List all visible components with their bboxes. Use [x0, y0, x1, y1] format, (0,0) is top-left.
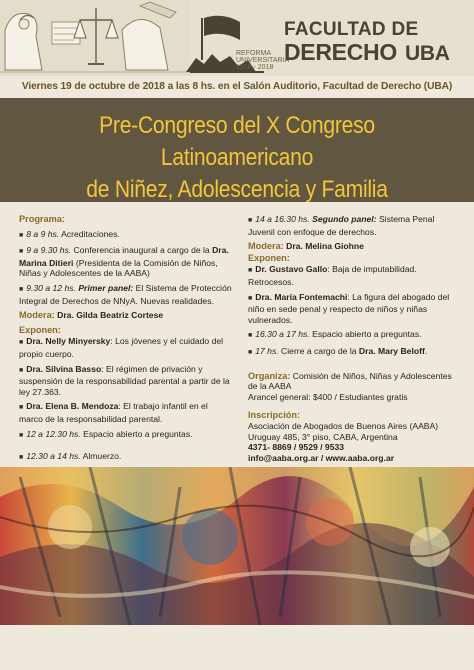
header — [0, 0, 474, 76]
event-date-line: Viernes 19 de octubre de 2018 a las 8 hs. en el Salón Auditorio, Facultad de Derecho (UBA) — [21, 81, 453, 92]
square-bullet-icon: ■ — [248, 267, 253, 275]
event-title: Pre-Congreso del X Congreso Latinoamericano de Niñez, Adolescencia y Familia — [86, 112, 388, 203]
arancel-line: Arancel general: $400 / Estudiantes gratis — [248, 391, 408, 402]
speaker-item: ■ Dra. María Fontemachi: La figura del abogado del niño en sede penal y respecto de niños y niñas vulnerados. — [248, 291, 450, 325]
speaker-item: ■ Dra. Nelly Minyersky: Los jóvenes y el cuidado del propio cuerpo. — [19, 336, 224, 359]
modera-line: Modera: Dra. Melina Giohne — [248, 241, 364, 252]
program-item: ■ 16.30 a 17 hs. Espacio abierto a preguntas. — [248, 329, 460, 342]
square-bullet-icon: ■ — [248, 348, 253, 356]
modera-line: Modera: Dra. Gilda Beatriz Cortese — [19, 310, 164, 321]
square-bullet-icon: ■ — [19, 231, 24, 239]
square-bullet-icon: ■ — [19, 285, 24, 293]
program-item: ■ 12 a 12.30 hs. Espacio abierto a preguntas. — [19, 429, 233, 442]
speaker-item: ■ Dra. Elena B. Mendoza: El trabajo infantil en el marco de la responsabilidad parental. — [19, 401, 208, 424]
program-left-column — [19, 214, 233, 468]
speaker-item: ■ Dra. Silvina Basso: El régimen de privación y suspensión de la responsabilidad parental a partir de la ley 27.363. — [19, 363, 230, 397]
reforma-text: REFORMA UNIVERSITARIA 1918 - 2018 — [236, 50, 290, 71]
contact-web[interactable]: info@aaba.org.ar / www.aaba.org.ar — [248, 452, 395, 463]
program-item: ■ 14 a 16.30 hs. Segundo panel: Sistema Penal Juvenil con enfoque de derechos. — [248, 214, 435, 237]
program-item: ■ 17 hs. Cierre a cargo de la Dra. Mary Beloff. — [248, 346, 460, 359]
square-bullet-icon: ■ — [19, 366, 24, 374]
exponen-heading: Exponen: — [248, 252, 290, 263]
abstract-painting-image — [0, 467, 474, 625]
organiza-line: Organiza: Comisión de Niños, Niñas y Adolescentes de la AABA — [248, 370, 452, 392]
program-item: ■ 9 a 9.30 hs. Conferencia inaugural a cargo de la Dra. Marina Ditieri (Presidenta de la Comisión de Niños, Niñas y Adolescentes de la AABA) — [19, 245, 229, 279]
faculty-name-line2: DERECHO UBA — [284, 39, 450, 65]
square-bullet-icon: ■ — [248, 294, 253, 302]
program-item: ■ 12.30 a 14 hs. Almuerzo. — [19, 451, 233, 464]
square-bullet-icon: ■ — [19, 431, 24, 439]
square-bullet-icon: ■ — [248, 332, 253, 340]
square-bullet-icon: ■ — [19, 404, 24, 412]
bottom-margin — [0, 625, 474, 670]
program-item: ■ 8 a 9 hs. Acreditaciones. — [19, 229, 233, 242]
inscripcion-heading: Inscripción: — [248, 410, 301, 421]
faculty-name-line1: FACULTAD DE — [284, 19, 419, 40]
square-bullet-icon: ■ — [19, 339, 24, 347]
speaker-item: ■ Dr. Gustavo Gallo: Baja de imputabilidad. Retrocesos. — [248, 264, 417, 287]
phone-numbers: 4371- 8869 / 9529 / 9533 — [248, 442, 345, 453]
justice-illustration — [0, 0, 190, 76]
square-bullet-icon: ■ — [248, 217, 253, 224]
program-item: ■ 9.30 a 12 hs. Primer panel: El Sistema de Protección Integral de Derechos de NNyA. Nuevas realidades. — [19, 282, 232, 306]
inscription-address: Asociación de Abogados de Buenos Aires (AABA) Uruguay 485, 3° piso, CABA, Argentina 4371- 8869 / 9529 / 9533 info@aaba.org.ar / www.aaba.org.ar — [248, 421, 460, 463]
programa-heading: Programa: — [19, 214, 65, 224]
program-right-column — [248, 214, 460, 463]
exponen-heading: Exponen: — [19, 324, 61, 335]
square-bullet-icon: ■ — [19, 248, 24, 256]
uba-label: UBA — [405, 42, 450, 65]
square-bullet-icon: ■ — [19, 454, 24, 462]
